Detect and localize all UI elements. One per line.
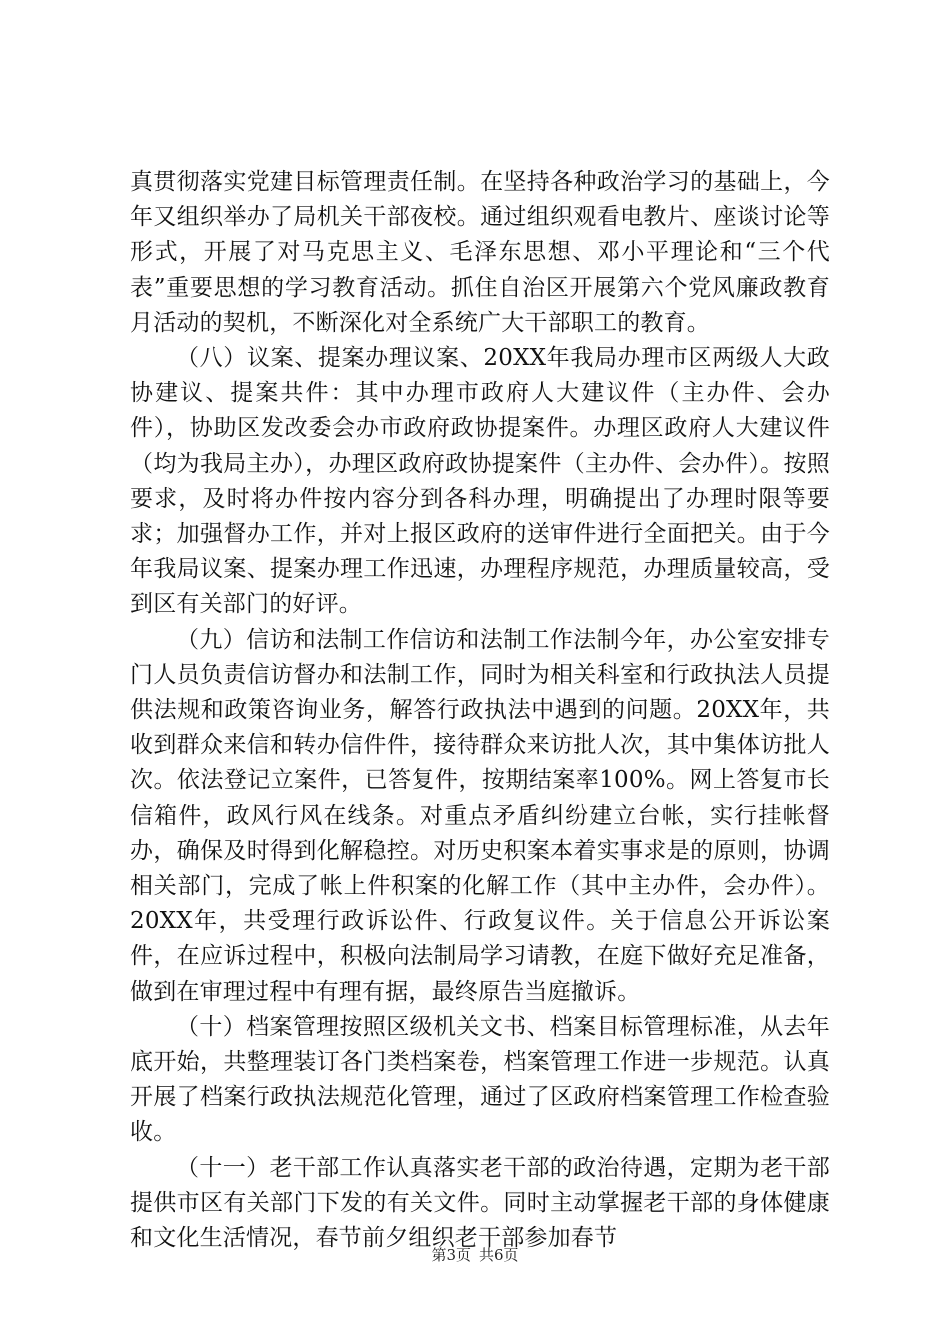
paragraph-section-11: （十一）老干部工作认真落实老干部的政治待遇，定期为老干部提供市区有关部门下发的有关文件。同时主动掌握老干部的身体健康和文化生活情况，春节前夕组织老干部参加春节 — [130, 1154, 830, 1252]
paragraph-intro: 真贯彻落实党建目标管理责任制。在坚持各种政治学习的基础上，今年又组织举办了局机关干部夜校。通过组织观看电教片、座谈讨论等形式，开展了对马克思主义、毛泽东思想、邓小平理论和“三个代表”重要思想的学习教育活动。抓住自治区开展第六个党风廉政教育月活动的契机，不断深化对全系统广大干部职工的教育。 — [130, 169, 830, 336]
document-body — [130, 165, 830, 1256]
page-footer — [0, 1245, 950, 1265]
paragraph-section-10: （十）档案管理按照区级机关文书、档案目标管理标准，从去年底开始，共整理装订各门类档案卷，档案管理工作进一步规范。认真开展了档案行政执法规范化管理，通过了区政府档案管理工作检查验收。 — [130, 1013, 830, 1146]
page-total: 共6页 — [479, 1246, 519, 1264]
paragraph-section-8: （八）议案、提案办理议案、20XX年我局办理市区两级人大政协建议、提案共件：其中办理市政府人大建议件（主办件、会办件），协助区发改委会办市政府政协提案件。办理区政府人大建议件（均为我局主办），办理区政府政协提案件（主办件、会办件）。按照要求，及时将办件按内容分到各科办理，明确提出了办理时限等要求；加强督办工作，并对上报区政府的送审件进行全面把关。由于今年我局议案、提案办理工作迅速，办理程序规范，办理质量较高，受到区有关部门的好评。 — [130, 345, 830, 618]
page-number: 第3页 — [431, 1246, 471, 1264]
paragraph-section-9: （九）信访和法制工作信访和法制工作法制今年，办公室安排专门人员负责信访督办和法制工作，同时为相关科室和行政执法人员提供法规和政策咨询业务，解答行政执法中遇到的问题。20XX年，共收到群众来信和转办信件件，接待群众来访批人次，其中集体访批人次。依法登记立案件，已答复件，按期结案率100%。网上答复市长信箱件，政风行风在线条。对重点矛盾纠纷建立台帐，实行挂帐督办，确保及时得到化解稳控。对历史积案本着实事求是的原则，协调相关部门，完成了帐上件积案的化解工作（其中主办件，会办件）。20XX年，共受理行政诉讼件、行政复议件。关于信息公开诉讼案件，在应诉过程中，积极向法制局学习请教，在庭下做好充足准备，做到在审理过程中有理有据，最终原告当庭撤诉。 — [130, 626, 830, 1005]
